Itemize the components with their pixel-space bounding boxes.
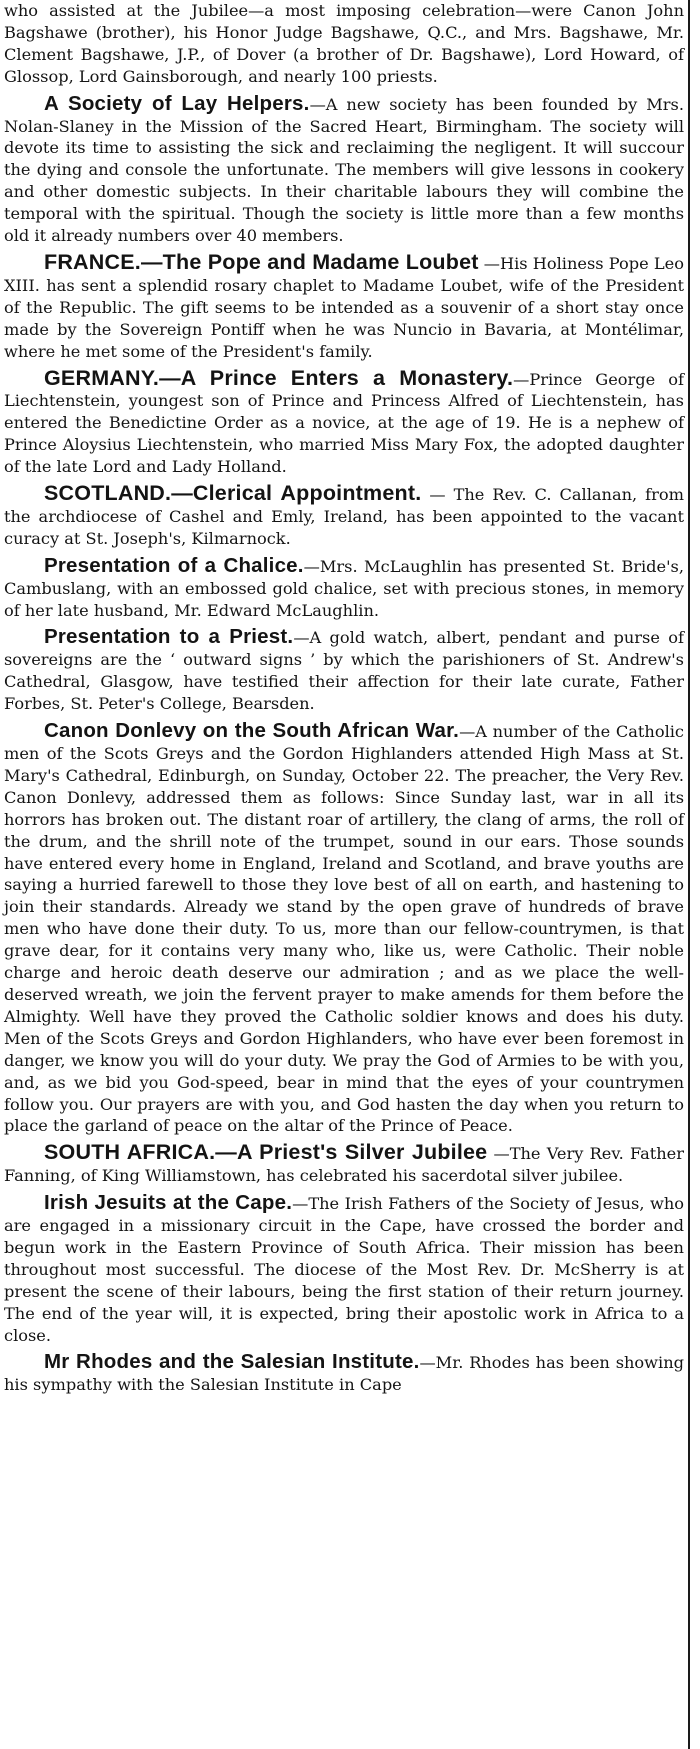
article-body: —A number of the Catholic men of the Scots Greys and the Gordon Highlanders attended High Mass at St. Mary's Cathedral, Edinburgh, on Sunday, October 22. The preacher, the Very Rev. Canon Donlevy, addressed them as follows: Since Sunday last, war in all its horrors has broken out. The distant roar of artillery, the clang of arms, the roll of the drum, and the shrill note of the trumpet, sound in our ears. Those sounds have entered every home in England, Ireland and Scotland, and brave youths are saying a hurried farewell to those they love best of all on earth, and hastening to join their standards. Already we stand by the open grave of hundreds of brave men who have done their duty. To us, more than our fellow-countrymen, is that grave dear, for it contains very many who, like us, were Catholic. Their noble charge and heroic death deserve our admiration ; and as we place the well-deserved wreath, we join the fervent prayer to make amends for them before the Almighty. Well have they proved the Catholic soldier knows and does his duty. Men of the Scots Greys and Gordon Highlanders, who have ever been foremost in danger, we know you will do your duty. We pray the God of Armies to be with you, and, as we bid you God-speed, bear in mind that the eyes of your countrymen follow you. Our prayers are with you, and God hasten the day when you return to place the garland of peace on the altar of the Prince of Peace. — [4, 722, 684, 1136]
article-heading: SOUTH AFRICA.—A Priest's Silver Jubilee — [44, 1140, 488, 1165]
article-germany — [4, 365, 685, 479]
article-body: who assisted at the Jubilee—a most imposing celebration—were Canon John Bagshawe (brother), his Honor Judge Bagshawe, Q.C., and Mrs. Bagshawe, Mr. Clement Bagshawe, J.P., of Dover (a brother of Dr. Bagshawe), Lord Howard, of Glossop, Lord Gainsborough, and nearly 100 priests. — [4, 1, 684, 86]
article-body: —His Holiness Pope Leo XIII. has sent a splendid rosary chaplet to Madame Loubet, wife of the President of the Republic. The gift seems to be intended as a souvenir of a short stay once made by the Sovereign Pontiff when he was Nuncio in Bavaria, at Montélimar, where he met some of the President's family. — [4, 253, 684, 361]
article-body: — The Rev. C. Callanan, from the archdiocese of Cashel and Emly, Ireland, has been appointed to the vacant curacy at St. Joseph's, Kilmarnock. — [4, 485, 684, 548]
article-heading: Irish Jesuits at the Cape. — [44, 1191, 293, 1215]
article-france — [4, 249, 684, 363]
article-body: —The Irish Fathers of the Society of Jesus, who are engaged in a missionary circuit in the Cape, have crossed the border and begun work in the Eastern Province of South Africa. Their mission has been throughout most successful. The diocese of the Most Rev. Dr. McSherry is at present the scene of their labours, being the first station of their return journey. The end of the year will, it is expected, bring their apostolic work in Africa to a close. — [4, 1194, 685, 1345]
article-lay-helpers — [4, 93, 684, 247]
article-heading: SCOTLAND.—Clerical Appointment. — [44, 481, 422, 506]
article-heading: FRANCE.—The Pope and Madame Loubet — [44, 249, 479, 274]
article-body: —Mr. Rhodes has been showing his sympathy with the Salesian Institute in Cape — [4, 1353, 685, 1395]
article-heading: Presentation to a Priest. — [44, 625, 294, 649]
article-heading: Presentation of a Chalice. — [44, 553, 304, 577]
article-heading: Canon Donlevy on the South African War. — [44, 719, 460, 743]
article-body: —Mrs. McLaughlin has presented St. Bride's, Cambuslang, with an embossed gold chalice, set with precious stones, in memory of her late husband, Mr. Edward McLaughlin. — [4, 556, 685, 620]
article-continuation — [4, 0, 684, 88]
article-chalice — [4, 555, 684, 622]
article-south-africa — [4, 1142, 684, 1187]
article-priest-presentation — [4, 626, 684, 715]
article-scotland — [4, 483, 684, 550]
article-mr-rhodes — [4, 1351, 684, 1396]
article-heading: A Society of Lay Helpers. — [44, 91, 310, 115]
article-body: —Prince George of Liechtenstein, youngest son of Prince and Princess Alfred of Liechtenstein, has entered the Benedictine Order as a novice, at the age of 19. He is a nephew of Prince Aloysius Liechtenstein, who married Miss Mary Fox, the adopted daughter of the late Lord and Lady Holland. — [4, 369, 685, 477]
article-canon-donlevy — [4, 720, 684, 1137]
article-heading: Mr Rhodes and the Salesian Institute. — [44, 1350, 420, 1374]
column-rule — [688, 0, 690, 1749]
article-body: —A new society has been founded by Mrs. Nolan-Slaney in the Mission of the Sacred Heart, Birmingham. The society will devote its time to assisting the sick and reclaiming the negligent. It will succour the dying and console the unfortunate. The members will give lessons in cookery and other domestic subjects. In their charitable labours they will combine the temporal with the spiritual. Though the society is little more than a few months old it already numbers over 40 members. — [4, 94, 684, 246]
article-body: —A gold watch, albert, pendant and purse of sovereigns are the ‘ outward signs ’ by which the parishioners of St. Andrew's Cathedral, Glasgow, have testified their affection for their late curate, Father Forbes, St. Peter's College, Bearsden. — [4, 628, 685, 714]
article-heading: GERMANY.—A Prince Enters a Monastery. — [44, 365, 514, 390]
article-body: —The Very Rev. Father Fanning, of King Williamstown, has celebrated his sacerdotal silver jubilee. — [4, 1144, 684, 1186]
article-irish-jesuits — [4, 1192, 684, 1346]
